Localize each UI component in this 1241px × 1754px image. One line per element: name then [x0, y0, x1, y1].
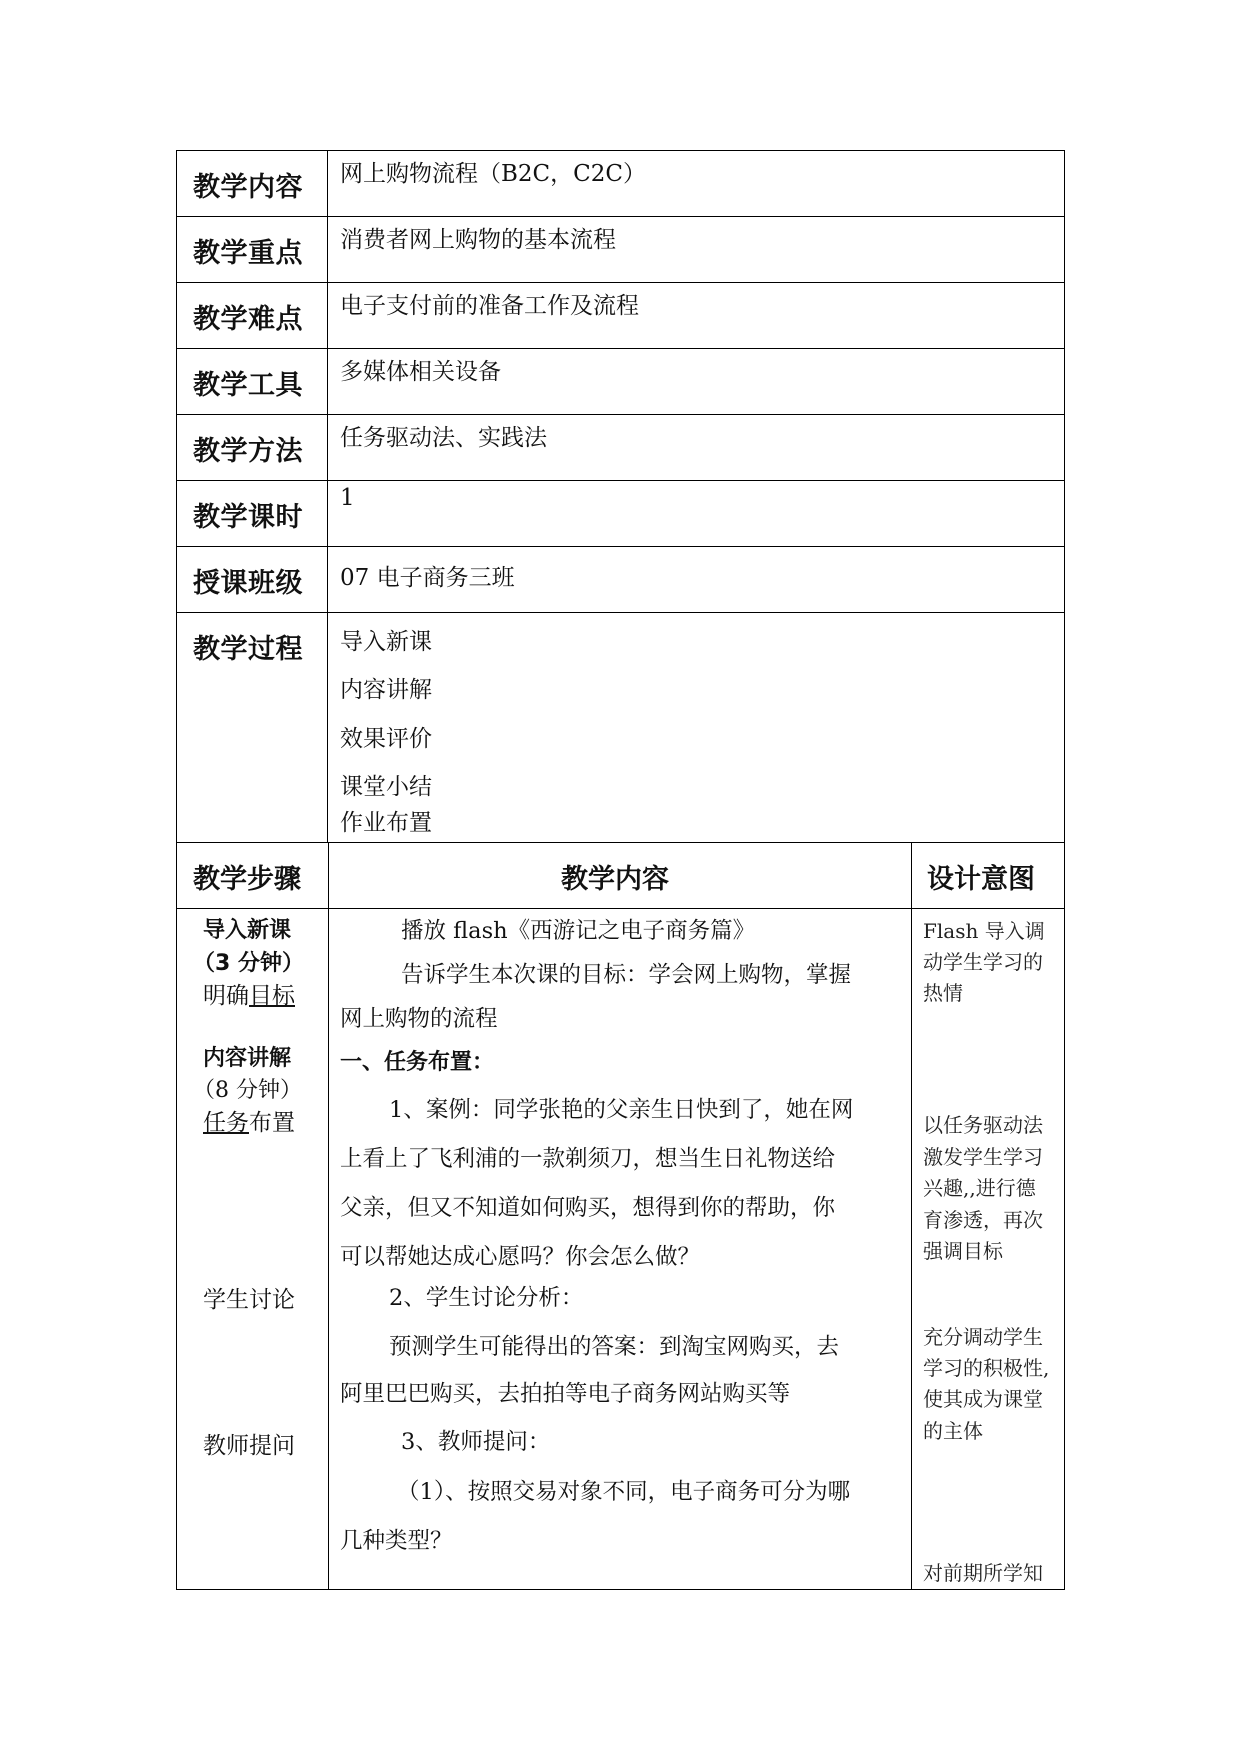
row-value: 任务驱动法、实践法: [340, 425, 547, 451]
intent-line: 以任务驱动法: [923, 1113, 1043, 1137]
row-label: 教学工具: [177, 349, 328, 414]
intent-line: 强调目标: [923, 1239, 1003, 1263]
divider: [911, 843, 912, 908]
row-value: 07 电子商务三班: [340, 565, 515, 591]
process-item: 导入新课: [340, 629, 432, 655]
content-line: 上看上了飞利浦的一款剃须刀，想当生日礼物送给: [340, 1146, 836, 1172]
intent-line: 使其成为课堂: [923, 1387, 1043, 1411]
step-lecture-time: （8 分钟）: [193, 1078, 302, 1103]
intent-line: 充分调动学生: [923, 1325, 1043, 1349]
task-underlined: 任务: [203, 1110, 249, 1136]
intent-line: 激发学生学习: [923, 1145, 1043, 1169]
row-label: 授课班级: [177, 547, 328, 612]
row-value: 多媒体相关设备: [340, 359, 501, 385]
row-label: 教学内容: [177, 151, 328, 216]
divider: [911, 909, 912, 1589]
step-intro-title: 导入新课: [203, 918, 292, 943]
intent-line: 兴趣,,进行德: [923, 1176, 1036, 1200]
row-value: 电子支付前的准备工作及流程: [340, 293, 639, 319]
intent-line: 育渗透，再次: [923, 1208, 1043, 1232]
row-process: [177, 613, 1064, 843]
content-line: 3、教师提问：: [401, 1429, 551, 1455]
task-suffix: 布置: [249, 1110, 295, 1136]
header-content: 教学内容: [561, 864, 669, 895]
intent-line: 学习的积极性,: [923, 1356, 1050, 1380]
content-line: 预测学生可能得出的答案：到淘宝网购买，去: [389, 1334, 840, 1360]
header-steps: 教学步骤: [193, 864, 301, 895]
content-line: 播放 flash《西游记之电子商务篇》: [401, 918, 756, 944]
content-line: 阿里巴巴购买，去拍拍等电子商务网站购买等: [340, 1381, 791, 1407]
content-line: 几种类型？: [340, 1528, 453, 1554]
intent-line: 的主体: [923, 1419, 983, 1443]
steps-body: [177, 909, 1064, 1589]
step-intro-time: （3 分钟）: [193, 951, 304, 976]
content-line: 告诉学生本次课的目标：学会网上购物，掌握: [401, 962, 852, 988]
row-tools: [177, 349, 1064, 415]
content-line: （1）、按照交易对象不同，电子商务可分为哪: [397, 1479, 851, 1505]
lesson-plan-table: [176, 150, 1065, 1590]
row-content: [177, 151, 1064, 217]
row-method: [177, 415, 1064, 481]
process-item: 内容讲解: [340, 677, 432, 703]
row-label: 教学方法: [177, 415, 328, 480]
process-item: 效果评价: [340, 726, 432, 752]
intent-line: Flash 导入调: [923, 919, 1045, 943]
intent-line: 动学生学习的: [923, 950, 1043, 974]
divider: [328, 843, 329, 908]
row-hours: [177, 481, 1064, 547]
row-label: 教学难点: [177, 283, 328, 348]
content-line: 可以帮她达成心愿吗？你会怎么做？: [340, 1244, 701, 1270]
step-discussion: 学生讨论: [203, 1287, 295, 1313]
row-value: 网上购物流程（B2C，C2C）: [340, 161, 646, 187]
row-key-point: [177, 217, 1064, 283]
step-lecture-title: 内容讲解: [203, 1046, 292, 1071]
step-intro-goal: [203, 977, 295, 1010]
row-value: 1: [340, 485, 355, 511]
step-question: 教师提问: [203, 1433, 295, 1459]
row-label: 教学过程: [177, 613, 328, 842]
step-task: [203, 1104, 295, 1137]
intent-line: 热情: [923, 981, 963, 1005]
process-item: 作业布置: [340, 810, 432, 836]
content-line: 网上购物的流程: [340, 1006, 498, 1032]
content-line: 2、学生讨论分析：: [389, 1285, 584, 1311]
steps-header-row: [177, 843, 1064, 909]
goal-underlined: 目标: [249, 983, 295, 1009]
content-line: 1、案例：同学张艳的父亲生日快到了，她在网: [389, 1097, 854, 1123]
row-difficulty: [177, 283, 1064, 349]
divider: [328, 909, 329, 1589]
intent-line: 对前期所学知: [923, 1561, 1043, 1585]
content-heading: 一、任务布置：: [340, 1050, 495, 1075]
row-label: 教学重点: [177, 217, 328, 282]
row-value: 消费者网上购物的基本流程: [340, 227, 616, 253]
row-class: [177, 547, 1064, 613]
process-item: 课堂小结: [340, 774, 432, 800]
goal-prefix: 明确: [203, 983, 249, 1009]
header-intent: 设计意图: [927, 864, 1035, 895]
content-line: 父亲，但又不知道如何购买，想得到你的帮助，你: [340, 1195, 836, 1221]
row-label: 教学课时: [177, 481, 328, 546]
